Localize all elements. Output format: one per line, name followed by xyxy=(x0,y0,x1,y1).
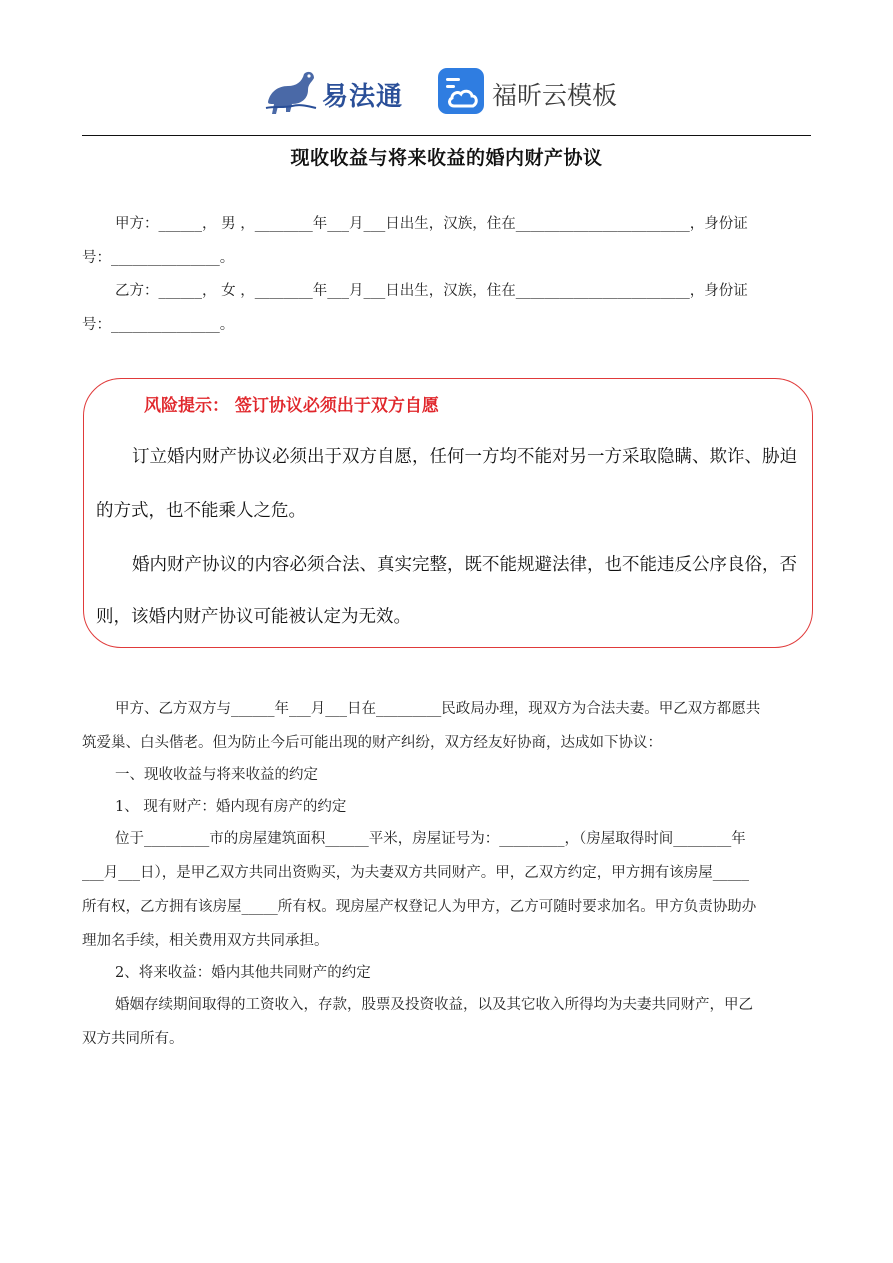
section1-heading: 一、现收收益与将来收益的约定 xyxy=(115,767,318,783)
logo1-text: 易法通 xyxy=(322,82,404,112)
risk-p2-line2: 则，该婚内财产协议可能被认定为无效。 xyxy=(96,607,411,627)
party-b-line2: 号：_______________。 xyxy=(82,317,235,333)
header-divider xyxy=(82,135,811,136)
item2-heading: 2、将来收益：婚内其他共同财产的约定 xyxy=(115,965,371,981)
intro-line1: 甲方、乙方双方与______年___月___日在_________民政局办理，现双方为合法夫妻。甲乙双方都愿共 xyxy=(115,701,761,717)
party-a-line1: 甲方：______， 男 ，________年___月___日出生，汉族，住在________________________，身份证 xyxy=(115,216,748,232)
foxit-template-logo xyxy=(436,64,636,118)
parties-section xyxy=(82,212,811,342)
house-line2: ___月___日），是甲乙双方共同出资购买，为夫妻双方共同财产。甲，乙双方约定，甲方拥有该房屋_____ xyxy=(82,865,749,881)
logo2-text: 福昕云模板 xyxy=(492,81,618,110)
yifatong-logo xyxy=(262,62,412,118)
future-line1: 婚姻存续期间取得的工资收入，存款，股票及投资收益，以及其它收入所得均为夫妻共同财产，甲乙 xyxy=(115,997,753,1013)
risk-p1-line1: 订立婚内财产协议必须出于双方自愿，任何一方均不能对另一方采取隐瞒、欺诈、胁迫 xyxy=(132,447,797,467)
cloud-document-icon xyxy=(436,66,486,116)
party-a-line2: 号：_______________。 xyxy=(82,250,235,266)
qilin-icon xyxy=(262,62,320,118)
future-line2: 双方共同所有。 xyxy=(82,1031,184,1047)
party-b-line1: 乙方：______， 女 ，________年___月___日出生，汉族，住在________________________，身份证 xyxy=(115,283,748,299)
risk-p2-line1: 婚内财产协议的内容必须合法、真实完整，既不能规避法律，也不能违反公序良俗，否 xyxy=(132,555,797,575)
document-title: 现收收益与将来收益的婚内财产协议 xyxy=(290,147,603,169)
risk-title: 风险提示： 签订协议必须出于双方自愿 xyxy=(144,396,439,416)
house-line1: 位于_________市的房屋建筑面积______平米，房屋证号为：_________，（房屋取得时间________年 xyxy=(115,831,746,847)
item1-heading: 1、 现有财产：婚内现有房产的约定 xyxy=(115,799,347,815)
intro-line2: 筑爱巢、白头偕老。但为防止今后可能出现的财产纠纷，双方经友好协商，达成如下协议： xyxy=(82,735,662,751)
house-line3: 所有权，乙方拥有该房屋_____所有权。现房屋产权登记人为甲方，乙方可随时要求加名。甲方负责协助办 xyxy=(82,899,757,915)
agreement-body xyxy=(82,697,811,1057)
page-header xyxy=(0,58,893,122)
house-line4: 理加名手续，相关费用双方共同承担。 xyxy=(82,933,329,949)
risk-p1-line2: 的方式，也不能乘人之危。 xyxy=(96,501,306,521)
risk-warning-box xyxy=(83,378,813,648)
